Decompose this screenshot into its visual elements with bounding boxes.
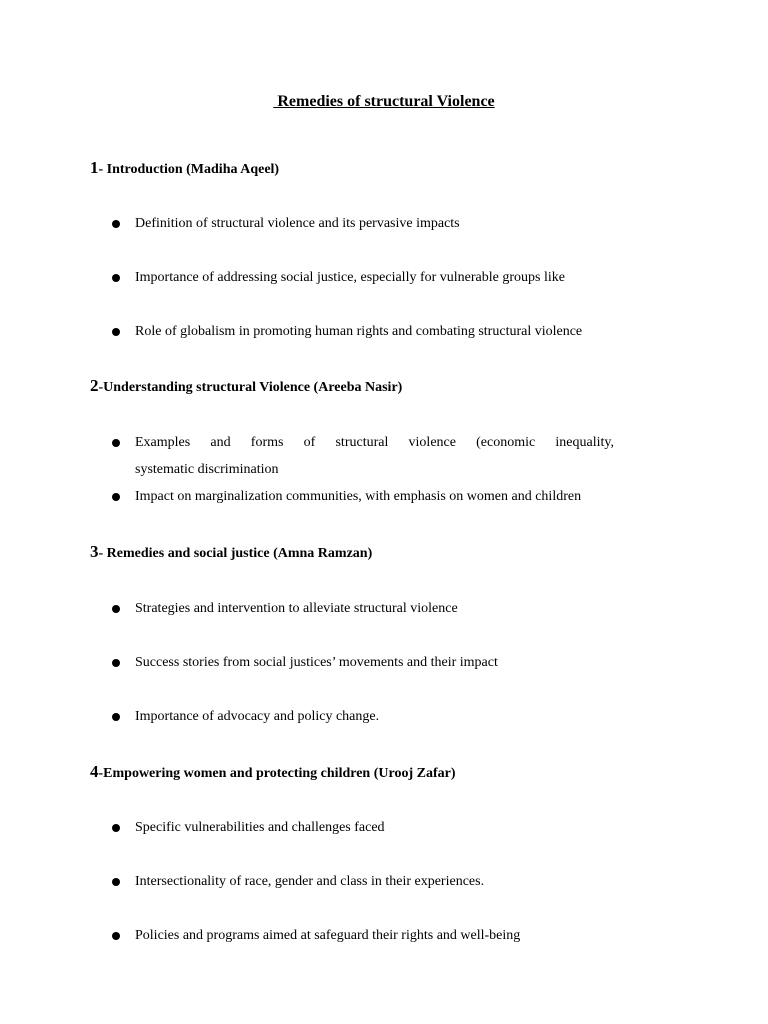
list-item: Strategies and intervention to alleviate structural violence <box>135 601 458 616</box>
section-4-heading <box>90 762 455 782</box>
section-title: - Introduction (Madiha Aqeel) <box>98 162 280 177</box>
list-item-line: Examples and forms of structural violence (economic inequality, <box>135 435 614 450</box>
list-item: Success stories from social justices’ movements and their impact <box>135 655 498 670</box>
section-title: - Remedies and social justice (Amna Ramzan) <box>98 546 373 561</box>
section-number: 2 <box>90 376 99 395</box>
list-item: Importance of advocacy and policy change. <box>135 709 380 724</box>
list-item: Definition of structural violence and its pervasive impacts <box>135 216 460 231</box>
bullet-icon <box>112 932 120 940</box>
list-item: Specific vulnerabilities and challenges faced <box>135 820 385 835</box>
bullet-icon <box>112 439 120 447</box>
list-item: Intersectionality of race, gender and class in their experiences. <box>135 874 485 889</box>
section-3-heading <box>90 542 372 562</box>
section-number: 3 <box>90 542 99 561</box>
section-title: -Empowering women and protecting children (Urooj Zafar) <box>98 766 456 781</box>
bullet-icon <box>112 328 120 336</box>
document-title: Remedies of structural Violence <box>273 93 495 110</box>
bullet-icon <box>112 713 120 721</box>
list-item: Impact on marginalization communities, with emphasis on women and children <box>135 489 582 504</box>
list-item-line: systematic discrimination <box>135 462 279 477</box>
section-number: 4 <box>90 762 99 781</box>
section-title: -Understanding structural Violence (Areeba Nasir) <box>98 380 403 395</box>
list-item: Importance of addressing social justice, especially for vulnerable groups like <box>135 270 565 285</box>
bullet-icon <box>112 659 120 667</box>
section-2-heading <box>90 376 402 396</box>
section-number: 1 <box>90 158 99 177</box>
bullet-icon <box>112 493 120 501</box>
bullet-icon <box>112 274 120 282</box>
list-item <box>135 429 614 483</box>
list-item: Role of globalism in promoting human rights and combating structural violence <box>135 324 583 339</box>
bullet-icon <box>112 605 120 613</box>
section-1-heading <box>90 158 279 178</box>
bullet-icon <box>112 824 120 832</box>
bullet-icon <box>112 220 120 228</box>
list-item: Policies and programs aimed at safeguard their rights and well-being <box>135 928 521 943</box>
bullet-icon <box>112 878 120 886</box>
